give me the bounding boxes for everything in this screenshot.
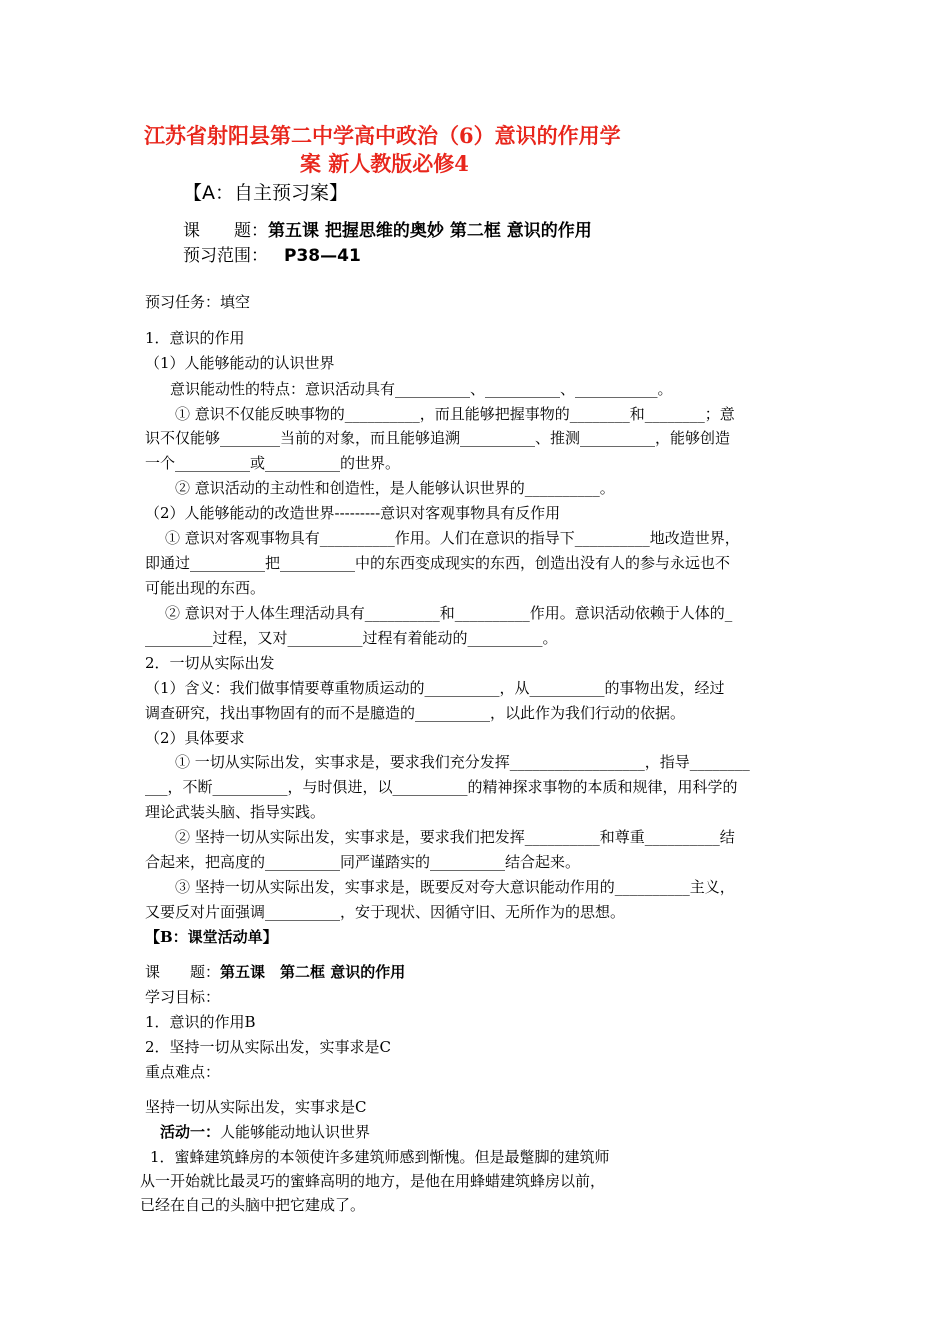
line-a-7: （2）人能够能动的改造世界---------意识对客观事物具有反作用 [145,504,561,522]
activity-row [160,1122,370,1142]
section-a-header: 【A：自主预习案】 [183,182,348,204]
activity-label: 活动一： [160,1123,221,1141]
section-b-lesson-label: 课 题： [145,963,221,981]
line-a-8: ① 意识对客观事物具有__________作用。人们在意识的指导下__________地改造世界， [165,529,740,547]
lesson-row [183,219,592,243]
line-a-15: 调查研究，找出事物固有的而不是臆造的__________，以此作为我们行动的依据。 [145,704,686,722]
goals-label: 学习目标： [145,988,221,1006]
line-a-23: 又要反对片面强调__________，安于现状、因循守旧、无所作为的思想。 [145,903,626,921]
range-row [183,244,361,268]
key-value: 坚持一切从实际出发，实事求是C [145,1098,367,1116]
line-a-18: ___，不断__________，与时俱进，以__________的精神探求事物的本质和规律，用科学的 [145,778,738,796]
lesson-title: 第五课 把握思维的奥妙 第二框 意识的作用 [268,221,592,241]
section-b-lesson-title: 第五课 第二框 意识的作用 [220,963,406,981]
range-label: 预习范围： [183,246,268,266]
line-a-14: （1）含义：我们做事情要尊重物质运动的__________，从__________的事物出发，经过 [145,679,725,697]
document-title-line2: 案 新人教版必修4 [300,151,469,176]
document-title-line1: 江苏省射阳县第二中学高中政治（6）意识的作用学 [144,123,621,148]
line-a-13: 2．一切从实际出发 [145,654,275,672]
line-a-20: ② 坚持一切从实际出发，实事求是，要求我们把发挥__________和尊重__________结 [175,828,735,846]
line-a-19: 理论武装头脑、指导实践。 [145,803,326,821]
line-a-5: 一个__________或__________的世界。 [145,454,401,472]
key-label: 重点难点： [145,1063,221,1081]
line-a-16: （2）具体要求 [145,729,245,747]
line-a-4: 识不仅能够________当前的对象，而且能够追溯__________、推测__________，能够创造 [145,429,731,447]
passage-line-3: 已经在自己的头脑中把它建成了。 [140,1196,366,1214]
line-a-11: ② 意识对于人体生理活动具有__________和__________作用。意识活动依赖于人体的_ [165,604,733,622]
line-a-21: 合起来，把高度的__________同严谨踏实的__________结合起来。 [145,853,581,871]
goal-item-1: 1．意识的作用B [145,1013,256,1031]
passage-line-1: 1．蜜蜂建筑蜂房的本领使许多建筑师感到惭愧。但是最蹩脚的建筑师 [150,1148,610,1166]
section-b-lesson-row [145,962,405,982]
line-a-3: ① 意识不仅能反映事物的__________，而且能够把握事物的________和________；意 [175,405,735,423]
line-a-9: 即通过__________把__________中的东西变成现实的东西，创造出没有人的参与永远也不 [145,554,731,572]
preview-task: 预习任务：填空 [145,293,251,311]
passage-line-2: 从一开始就比最灵巧的蜜蜂高明的地方，是他在用蜂蜡建筑蜂房以前， [140,1172,606,1190]
line-a-22: ③ 坚持一切从实际出发，实事求是，既要反对夸大意识能动作用的__________主义， [175,878,735,896]
line-a-1: （1）人能够能动的认识世界 [145,354,335,372]
line-a-10: 可能出现的东西。 [145,579,266,597]
goal-item-2: 2．坚持一切从实际出发，实事求是C [145,1038,392,1056]
range-value: P38—41 [284,246,361,266]
line-a-0: 1．意识的作用 [145,329,245,347]
line-a-2: 意识能动性的特点：意识活动具有__________、__________、___________。 [170,380,673,398]
line-a-6: ② 意识活动的主动性和创造性，是人能够认识世界的__________。 [175,479,615,497]
line-a-17: ① 一切从实际出发，实事求是，要求我们充分发挥__________________，指导________ [175,753,750,771]
activity-title: 人能够能动地认识世界 [220,1123,371,1141]
section-b-header: 【B：课堂活动单】 [145,928,278,946]
lesson-label: 课 题： [183,221,268,241]
line-a-12: _________过程，又对__________过程有着能动的__________。 [145,629,558,647]
